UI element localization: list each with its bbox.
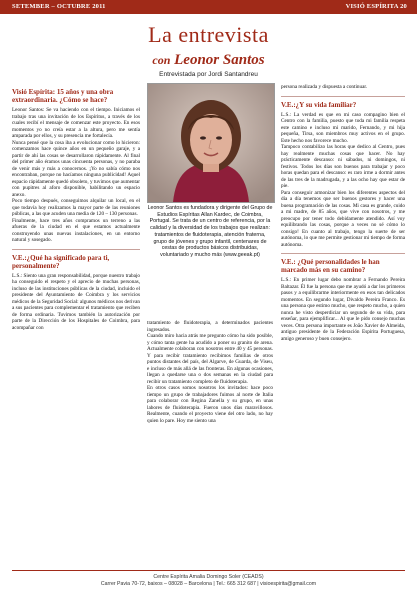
portrait-image [148,84,274,202]
interviewee-photo [147,83,275,203]
subtitle-prefix: con [152,53,171,67]
paragraph: L.S.: La verdad es que en mi caso compagino bien el Centro con la familia, puesto que toda mi familia respeta este camino e incluso mi marido, Fernando, y mi hija pequeña, Tirsa, son miembros muy activos en el grupo. Este hecho nos favorece mucho. [281,111,405,144]
paragraph: Leonor Santos: Se va haciendo con el tiempo. Iniciamos el trabajo tras una invitación de los Espíritus, a través de los cuales recibí el mensaje de comenzar este proyecto. En esos momentos yo no creía estar a la altura, pero me sentía amparada por ellos, y su presencia me fortalecía. [12,107,140,139]
paragraph: L.S.: En primer lugar debo nombrar a Fernando Pereira Baltazar. Él fue la persona que me ayudó a dar los primeros pasos y a equilibrarme interiormente en esos tan delicados momentos. En segundo lugar, Divaldo Pereira Franco. Es una persona que estimo mucho, que respeto mucho, a quien nunca he visto desperdiciar un segundo de su vida, para enseñar, para ejemplificar... Al que le pido consejo muchas veces. Otra persona importante es João Xavier de Almeida, antiguo presidente de la Federación Espírita Portuguesa, amigo generoso y buen consejero. [281,277,405,342]
page-footer [0,574,417,588]
paragraph: tratamiento de fluidoterapia, a determinados pacientes ingresados. [147,320,273,333]
column-1 [12,84,140,331]
question-heading: V.E.:¿Y su vida familiar? [281,100,357,109]
issue-number: VISIÓ ESPÍRITA 20 [345,3,407,10]
section-divider [12,249,140,250]
footer-organization: Centre Espírita Amalia Domingo Soler (CEADS) [153,574,264,580]
column-2 [147,320,273,424]
column-3 [281,84,405,342]
question-heading: V.E.: ¿Qué personalidades le han marcado más en su camino? [281,258,380,274]
question-heading: V.E.:¿Qué ha significado para ti, personalmente? [12,253,110,270]
paragraph: En otros casos somos nosotros los invitados: hace poco tiempo un grupo de trabajadores fuimos al norte de Italia para colaborar con Regina Zanella y su grupo, en unas labores de fluidoterapia. Fueron unos días maravillosos. Realmente, cuando el proyecto viene del otro lado, no hay quien lo pare. Hoy me siento una [147,385,273,424]
paragraph: Poco tiempo después, conseguimos alquilar un local, en el que todavía hoy realizamos la mayor parte de las reuniones públicas, a las que acuden una media de 120 – 130 personas. [12,198,140,217]
footer-divider [12,570,405,571]
section-divider [281,253,405,254]
interviewee-name: Leonor Santos [174,52,265,68]
question-heading: Visió Espírita: 15 años y una obra extraordinaria. ¿Cómo se hace? [12,88,114,104]
paragraph: L.S.: Siento una gran responsabilidad, porque nuestro trabajo ha conseguido el respeto y el aprecio de muchas personas, incluso de las instituciones públicas de la ciudad, incluido el presidente del Ayuntamiento de Coimbra y los servicios médicos de la Seguridad Social: algunos médicos nos derivan a sus pacientes para complementar el tratamiento que reciben de forma ordinaria. Tuvimos también la autorización por parte de la Dirección de los Hospitales de Coimbra, para acompañar con [12,272,140,331]
paragraph: persona realizada y dispuesta a continuar. [281,84,368,90]
article-subtitle [0,52,417,69]
section-divider [281,96,405,97]
issue-date: SETEMBER – OCTUBRE 2011 [12,3,106,10]
article-byline: Entrevistada por Jordi Santandreu [159,71,258,78]
article-title: La entrevista [148,22,269,47]
paragraph: Nunca pensé que la cosa iba a evolucionar como lo hicieron: comenzamos hace quince años en un pequeño garaje, y a partir de ahí las cosas se desarrollaron rápidamente. Al final del primer año éramos unas cincuenta personas, y no paraba de venir más y más a conocernos. ¡Yo no sabía cómo nos encontraban, porque no hacíamos ninguna publicidad! Aquel espacio rápidamente quedó obsoleto, y tuvimos que aumentar con pupitres al aforo disponible, habilitando un espacio anexo. [12,139,140,198]
paragraph: Tampoco contabilizo las horas que dedico al Centro, pues hay realmente muchas cosas que hacer. No hay prácticamente descanso: ni sábados, ni domingos, ni festivos. Todos los días son buenos para trabajar y poco horas quedan para el descanso: es raro irme a dormir antes de las tres de la madrugada, y a las ocho hay que estar de pie. [281,144,405,189]
paragraph: Para conseguir armonizar bien los diferentes aspectos del día a día tenemos que ser buenos gestores y hacer una buena programación de las cosas. Mi casa es grande, cuido a mi madre, de 85 años, que vive con nosotros, y me preocupo por tener todo debidamente atendido. Así voy equilibrando las cosas, porque a veces no sé cómo lo consigo! En cuanto al trabajo, tengo la suerte de ser autónoma, lo que me permite gestionar mi tiempo de forma autónoma. [281,189,405,248]
paragraph: Cuando miro hacia atrás me pregunto cómo ha sido posible, y cómo tanta gente ha acudido a poner su granito de arena. Actualmente colaboran con nosotros entre 40 y 45 personas. Y para recibir tratamiento recibimos familias de otros puntos distantes del país, del Algarve, de Guarda, de Viseu, e incluso de más allá de las fronteras. En algunas ocasiones, llegan a quedarse una o dos semanas en la ciudad para recibir un tratamiento completo de fluidoterapia. [147,333,273,385]
paragraph: Finalmente, hace tres años compramos un terreno a las afueras de la ciudad en el que estamos actualmente construyendo unas nuevas instalaciones, en un entorno natural y sosegado. [12,217,140,243]
photo-caption: Leonor Santos es fundadora y dirigente del Grupo de Estudios Espíritas Allan Kardec, de Coimbra, Portugal. Se trata de un centro de referencia, por la calidad y la diversidad de los trabajos que realizan: tratamientos de fluidoterapia, atención fraterna, grupo de jóvenes y grupo infantil, centenares de cestas de productos básicos distribuidas, voluntariado y mucho más (www.geeak.pt) [147,205,273,258]
issue-header-bar [0,0,417,14]
footer-contact: Carrer Pavia 70-72, baixos – 08028 – Barcelona | Tel.: 665 312 687 | visioespirita@gmail.com [100,581,317,587]
